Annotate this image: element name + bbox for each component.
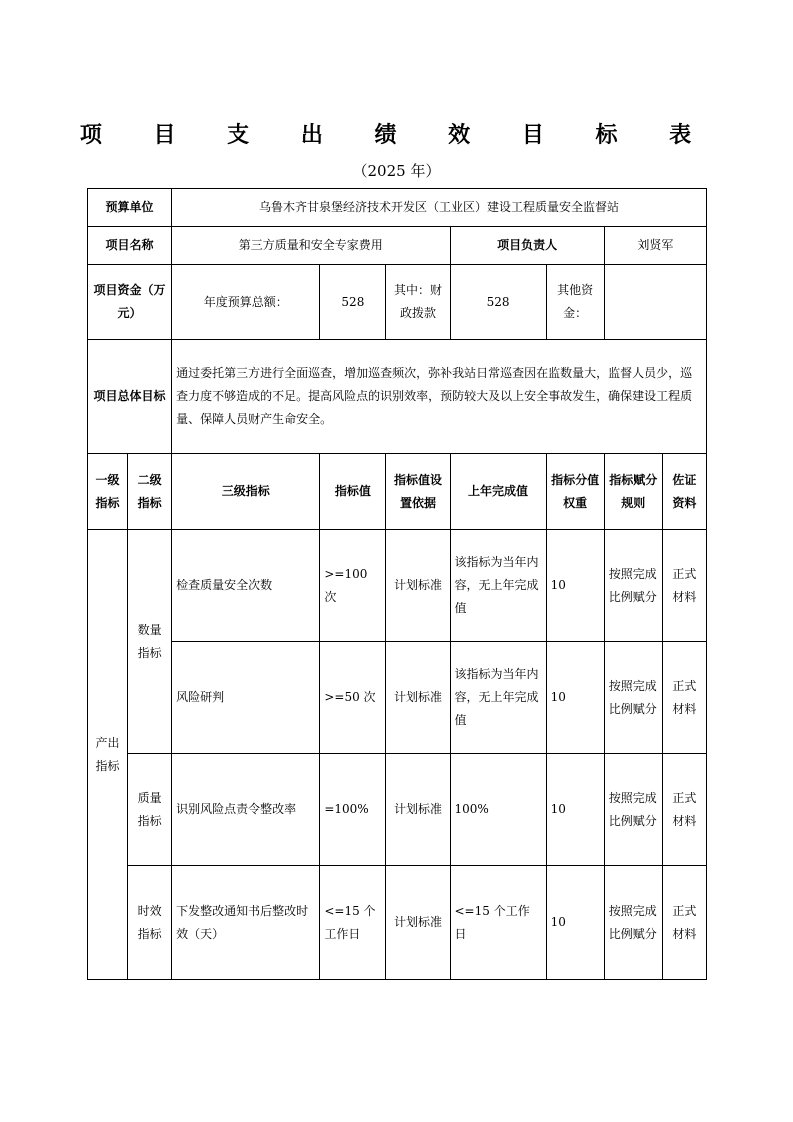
project-funds-row bbox=[88, 265, 707, 340]
row-rule: 按照完成比例赋分 bbox=[604, 642, 662, 754]
fiscal-allocation-value: 528 bbox=[450, 265, 546, 340]
header-level3: 三级指标 bbox=[172, 454, 320, 530]
table-row bbox=[88, 754, 707, 866]
row-weight: 10 bbox=[546, 642, 604, 754]
fiscal-allocation-label: 其中：财政拨款 bbox=[386, 265, 450, 340]
table-row bbox=[88, 530, 707, 642]
row-value: >=100 次 bbox=[320, 530, 386, 642]
row-last-year: <=15 个工作日 bbox=[450, 866, 546, 980]
header-level2: 二级指标 bbox=[128, 454, 172, 530]
row-basis: 计划标准 bbox=[386, 530, 450, 642]
header-weight: 指标分值权重 bbox=[546, 454, 604, 530]
project-leader-value: 刘贤军 bbox=[604, 227, 706, 265]
table-row bbox=[88, 866, 707, 980]
other-funds-label: 其他资金： bbox=[546, 265, 604, 340]
overall-target-row bbox=[88, 340, 707, 454]
row-level3: 风险研判 bbox=[172, 642, 320, 754]
row-basis: 计划标准 bbox=[386, 642, 450, 754]
level2-quantity-indicator: 数量指标 bbox=[128, 530, 172, 754]
row-evidence: 正式材料 bbox=[662, 642, 706, 754]
level2-timeliness-indicator: 时效指标 bbox=[128, 866, 172, 980]
overall-target-label: 项目总体目标 bbox=[88, 340, 172, 454]
level2-quality-indicator: 质量指标 bbox=[128, 754, 172, 866]
row-level3: 下发整改通知书后整改时效（天） bbox=[172, 866, 320, 980]
budget-unit-label: 预算单位 bbox=[88, 189, 172, 227]
header-evidence: 佐证资料 bbox=[662, 454, 706, 530]
budget-unit-value: 乌鲁木齐甘泉堡经济技术开发区（工业区）建设工程质量安全监督站 bbox=[172, 189, 707, 227]
header-basis: 指标值设置依据 bbox=[386, 454, 450, 530]
page-title: 项 目 支 出 绩 效 目 标 表 bbox=[79, 123, 714, 148]
row-last-year: 该指标为当年内容，无上年完成值 bbox=[450, 530, 546, 642]
annual-budget-label: 年度预算总额： bbox=[172, 265, 320, 340]
row-evidence: 正式材料 bbox=[662, 866, 706, 980]
row-weight: 10 bbox=[546, 754, 604, 866]
row-value: <=15 个工作日 bbox=[320, 866, 386, 980]
row-evidence: 正式材料 bbox=[662, 530, 706, 642]
row-basis: 计划标准 bbox=[386, 754, 450, 866]
header-last-year: 上年完成值 bbox=[450, 454, 546, 530]
row-value: >=50 次 bbox=[320, 642, 386, 754]
row-rule: 按照完成比例赋分 bbox=[604, 754, 662, 866]
row-rule: 按照完成比例赋分 bbox=[604, 530, 662, 642]
row-rule: 按照完成比例赋分 bbox=[604, 866, 662, 980]
row-level3: 检查质量安全次数 bbox=[172, 530, 320, 642]
other-funds-value bbox=[604, 265, 706, 340]
project-name-label: 项目名称 bbox=[88, 227, 172, 265]
header-rule: 指标赋分规则 bbox=[604, 454, 662, 530]
overall-target-value: 通过委托第三方进行全面巡查，增加巡查频次，弥补我站日常巡查因在监数量大，监督人员少，巡查力度不够造成的不足。提高风险点的识别效率，预防较大及以上安全事故发生，确保建设工程质量、保障人员财产生命安全。 bbox=[172, 340, 707, 454]
row-weight: 10 bbox=[546, 530, 604, 642]
row-last-year: 100% bbox=[450, 754, 546, 866]
project-leader-label: 项目负责人 bbox=[450, 227, 604, 265]
budget-unit-row bbox=[88, 189, 707, 227]
row-value: =100% bbox=[320, 754, 386, 866]
page-subtitle-year: （2025 年） bbox=[352, 162, 441, 180]
table-row bbox=[88, 642, 707, 754]
row-evidence: 正式材料 bbox=[662, 754, 706, 866]
row-weight: 10 bbox=[546, 866, 604, 980]
project-name-row bbox=[88, 227, 707, 265]
row-last-year: 该指标为当年内容，无上年完成值 bbox=[450, 642, 546, 754]
header-level1: 一级指标 bbox=[88, 454, 128, 530]
row-level3: 识别风险点责令整改率 bbox=[172, 754, 320, 866]
performance-target-table bbox=[87, 188, 707, 980]
level1-output-indicator: 产出指标 bbox=[88, 530, 128, 980]
project-name-value: 第三方质量和安全专家费用 bbox=[172, 227, 450, 265]
header-value: 指标值 bbox=[320, 454, 386, 530]
project-funds-label: 项目资金（万元） bbox=[88, 265, 172, 340]
annual-budget-value: 528 bbox=[320, 265, 386, 340]
row-basis: 计划标准 bbox=[386, 866, 450, 980]
indicator-header-row bbox=[88, 454, 707, 530]
